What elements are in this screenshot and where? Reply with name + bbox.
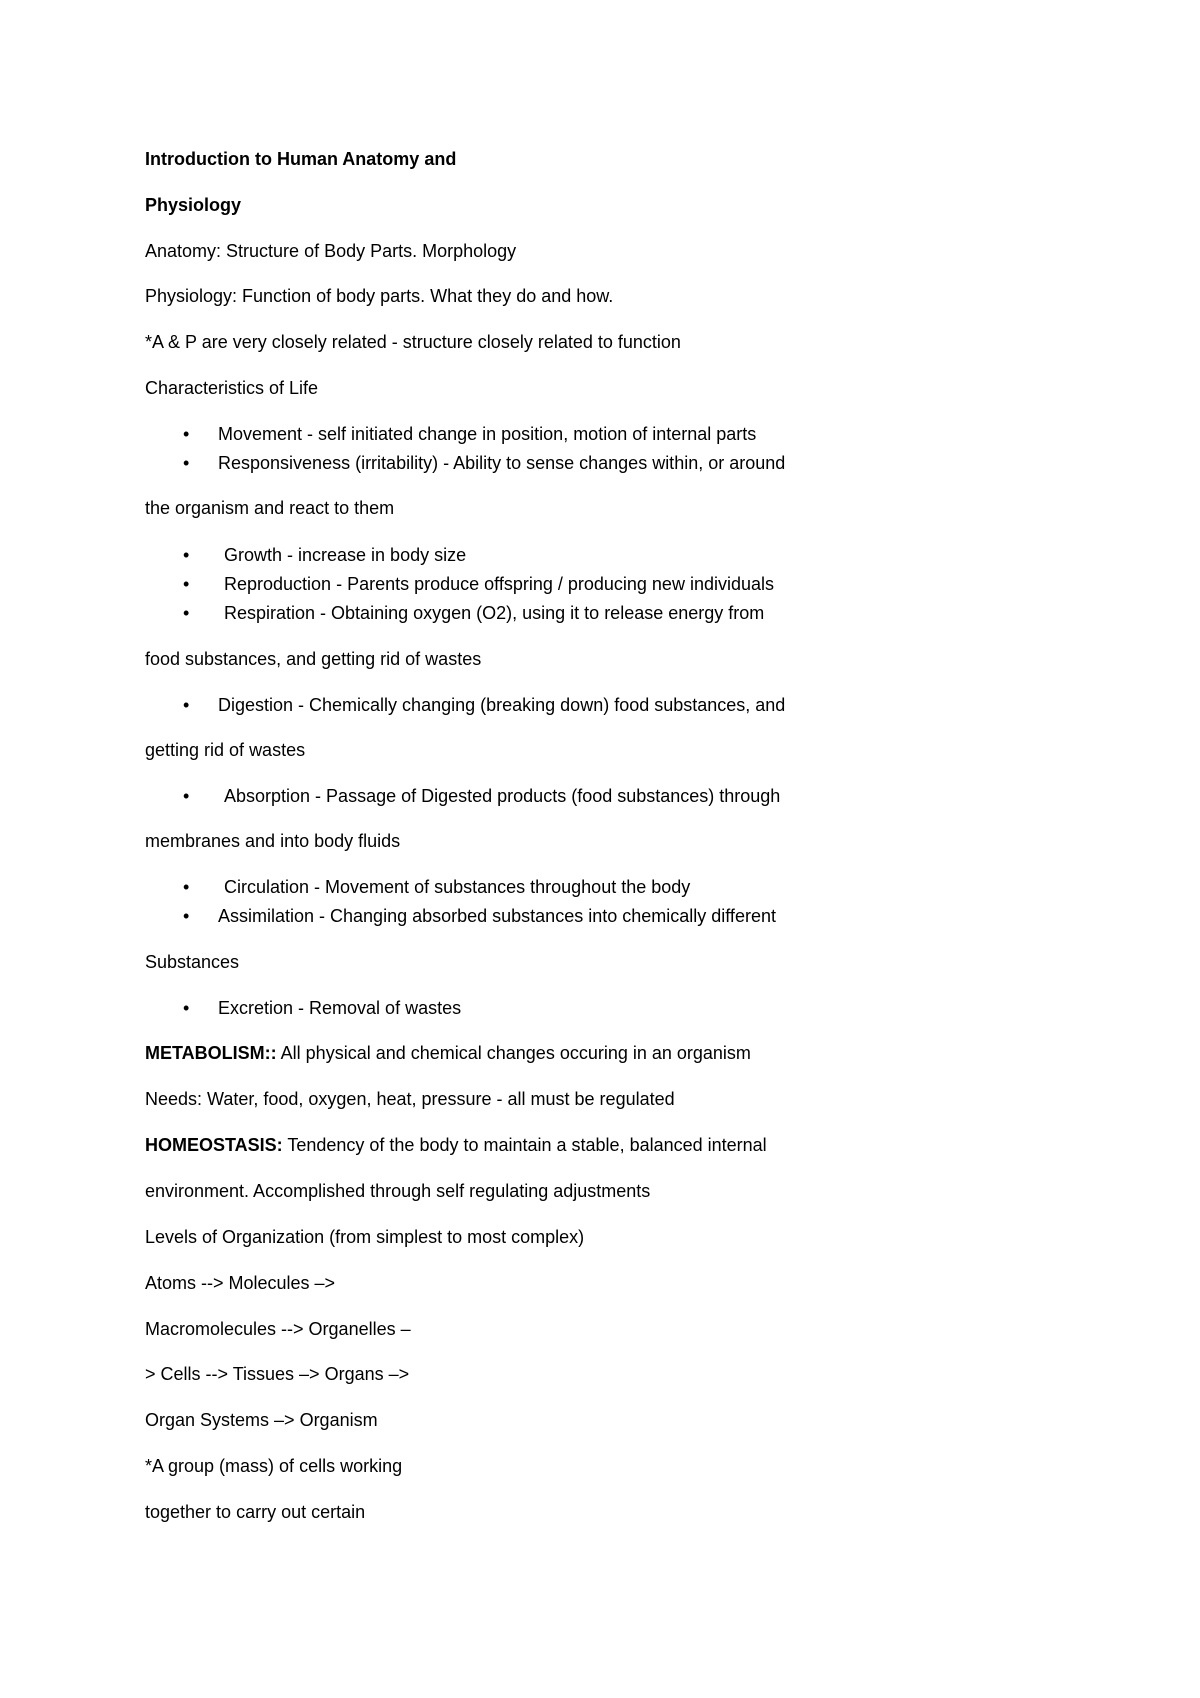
homeostasis-definition: [145, 1134, 767, 1156]
list-item-responsiveness: Responsiveness (irritability) - Ability to sense changes within, or around: [218, 453, 786, 473]
title-line-1: Introduction to Human Anatomy and: [145, 149, 457, 169]
metabolism-definition: [145, 1042, 751, 1064]
bullet-dot: •: [183, 877, 190, 897]
list-item-excretion: Excretion - Removal of wastes: [218, 998, 462, 1018]
homeostasis-continuation: environment. Accomplished through self regulating adjustments: [145, 1181, 651, 1201]
bullet-dot: •: [183, 786, 190, 806]
list-item-circulation: Circulation - Movement of substances throughout the body: [224, 877, 691, 897]
anatomy-definition: Anatomy: Structure of Body Parts. Morphology: [145, 241, 517, 261]
bullet-dot: •: [183, 906, 190, 926]
levels-heading: Levels of Organization (from simplest to most complex): [145, 1227, 585, 1247]
bullet-dot: •: [183, 998, 190, 1018]
needs-line: Needs: Water, food, oxygen, heat, pressure - all must be regulated: [145, 1089, 675, 1109]
levels-line: Organ Systems –> Organism: [145, 1410, 378, 1430]
metabolism-term: METABOLISM::: [145, 1043, 277, 1063]
tissue-note-line: together to carry out certain: [145, 1502, 366, 1522]
list-item-reproduction: Reproduction - Parents produce offspring / producing new individuals: [224, 574, 774, 594]
list-item-absorption: Absorption - Passage of Digested products (food substances) through: [224, 786, 781, 806]
bullet-dot: •: [183, 424, 190, 444]
bullet-dot: •: [183, 545, 190, 565]
list-item-digestion: Digestion - Chemically changing (breaking down) food substances, and: [218, 695, 786, 715]
title-line-2: Physiology: [145, 195, 242, 215]
list-item-respiration: Respiration - Obtaining oxygen (O2), using it to release energy from: [224, 603, 765, 623]
bullet-dot: •: [183, 453, 190, 473]
homeostasis-text: Tendency of the body to maintain a stable, balanced internal: [282, 1135, 767, 1155]
bullet-dot: •: [183, 603, 190, 623]
tissue-note-line: *A group (mass) of cells working: [145, 1456, 403, 1476]
list-item-growth: Growth - increase in body size: [224, 545, 467, 565]
bullet-dot: •: [183, 574, 190, 594]
levels-line: > Cells --> Tissues –> Organs –>: [145, 1364, 410, 1384]
physiology-definition: Physiology: Function of body parts. What they do and how.: [145, 286, 614, 306]
list-item-assimilation: Assimilation - Changing absorbed substances into chemically different: [218, 906, 776, 926]
levels-line: Atoms --> Molecules –>: [145, 1273, 336, 1293]
list-item-movement: Movement - self initiated change in position, motion of internal parts: [218, 424, 757, 444]
continuation-text: food substances, and getting rid of wastes: [145, 649, 482, 669]
metabolism-text: All physical and chemical changes occuring in an organism: [276, 1043, 751, 1063]
characteristics-heading: Characteristics of Life: [145, 378, 319, 398]
levels-line: Macromolecules --> Organelles –: [145, 1319, 411, 1339]
homeostasis-term: HOMEOSTASIS:: [145, 1135, 283, 1155]
continuation-text: the organism and react to them: [145, 498, 395, 518]
ap-note: *A & P are very closely related - structure closely related to function: [145, 332, 681, 352]
continuation-text: membranes and into body fluids: [145, 831, 401, 851]
continuation-text: getting rid of wastes: [145, 740, 306, 760]
bullet-dot: •: [183, 695, 190, 715]
continuation-text: Substances: [145, 952, 240, 972]
